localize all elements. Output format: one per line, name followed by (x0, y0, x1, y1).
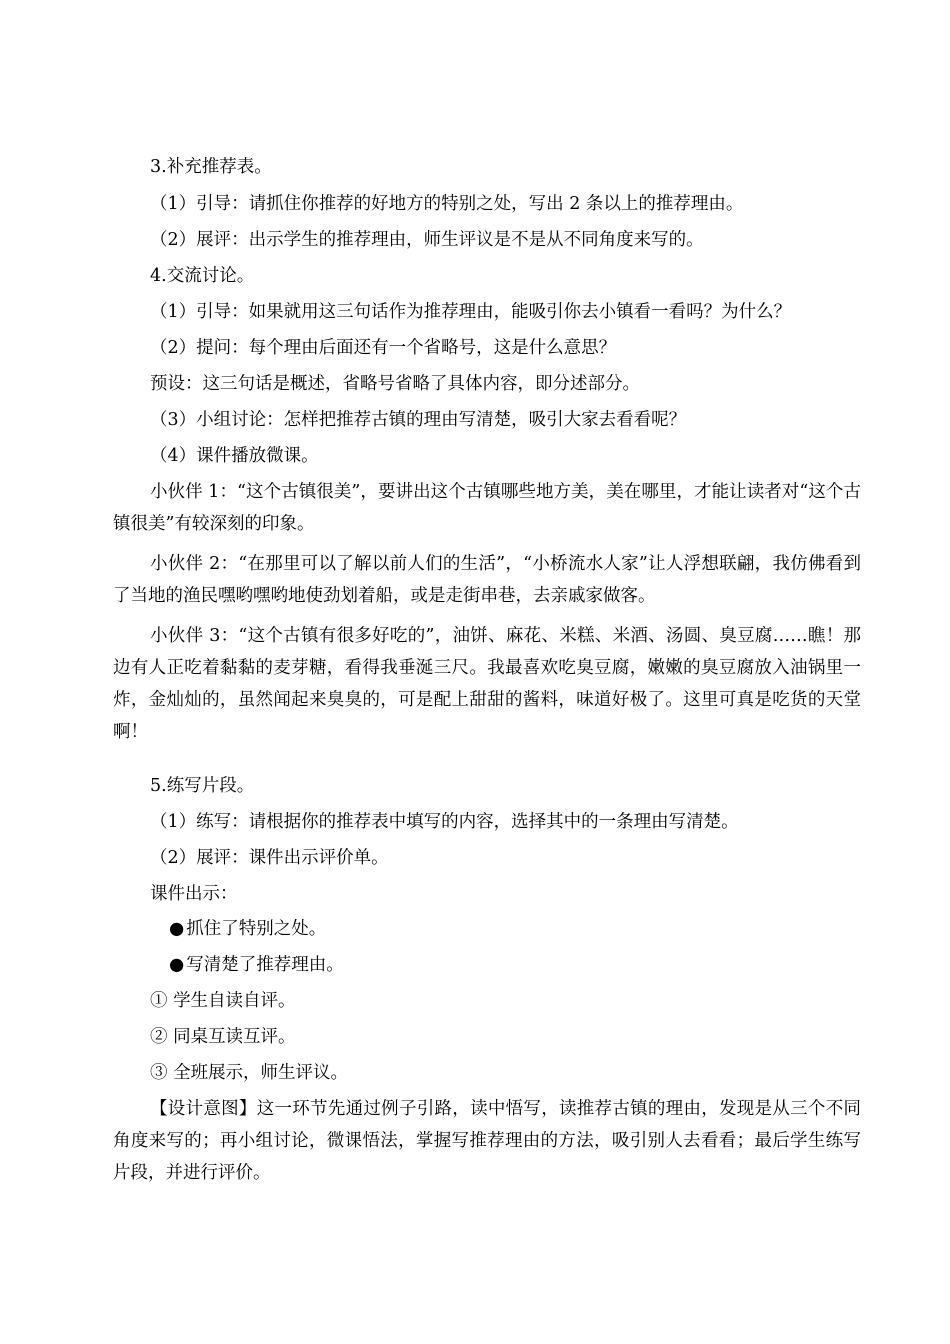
partner-3-paragraph: 小伙伴 3：“这个古镇有很多好吃的”，油饼、麻花、米糕、米酒、汤圆、臭豆腐……瞧！那边有人正吃着黏黏的麦芽糖，看得我垂涎三尺。我最喜欢吃臭豆腐，嫩嫩的臭豆腐放入油锅里一炸，金灿灿的，虽然闻起来臭臭的，可是配上甜甜的酱料，味道好极了。这里可真是吃货的天堂啊！ (113, 626, 861, 742)
bullet-text: 写清楚了推荐理由。 (186, 955, 344, 975)
bullet-item-2 (169, 954, 344, 976)
section-3-item-1: （1）引导：请抓住你推荐的好地方的特别之处，写出 2 条以上的推荐理由。 (150, 194, 744, 214)
bullet-item-1 (169, 918, 326, 940)
step-1: ① 学生自读自评。 (150, 991, 296, 1011)
bullet-icon: ● (169, 955, 185, 975)
bullet-icon: ● (169, 919, 185, 939)
section-4-heading: 4.交流讨论。 (150, 266, 255, 286)
section-5-item-2: （2）展评：课件出示评价单。 (150, 848, 389, 868)
section-4-preset: 预设：这三句话是概述，省略号省略了具体内容，即分述部分。 (150, 374, 640, 394)
section-4-item-2: （2）提问：每个理由后面还有一个省略号，这是什么意思？ (150, 338, 617, 358)
design-intent-paragraph: 【设计意图】这一环节先通过例子引路，读中悟写，读推荐古镇的理由，发现是从三个不同角度来写的；再小组讨论，微课悟法，掌握写推荐理由的方法，吸引别人去看看；最后学生练写片段，并进行评价。 (113, 1099, 861, 1183)
courseware-label: 课件出示： (150, 884, 238, 904)
partner-1-paragraph: 小伙伴 1：“这个古镇很美”，要讲出这个古镇哪些地方美，美在哪里，才能让读者对“这个古镇很美”有较深刻的印象。 (113, 482, 861, 534)
section-5-heading: 5.练写片段。 (150, 776, 255, 796)
bullet-text: 抓住了特别之处。 (186, 919, 327, 939)
step-2: ② 同桌互读互评。 (150, 1027, 296, 1047)
section-4-item-4: （4）课件播放微课。 (150, 446, 319, 466)
section-5-item-1: （1）练写：请根据你的推荐表中填写的内容，选择其中的一条理由写清楚。 (150, 812, 739, 832)
section-4-item-1: （1）引导：如果就用这三句话作为推荐理由，能吸引你去小镇看一看吗？为什么？ (150, 302, 792, 322)
section-3-item-2: （2）展评：出示学生的推荐理由，师生评议是不是从不同角度来写的。 (150, 230, 704, 250)
step-3: ③ 全班展示，师生评议。 (150, 1063, 349, 1083)
section-4-item-3: （3）小组讨论：怎样把推荐古镇的理由写清楚，吸引大家去看看呢？ (150, 410, 687, 430)
section-3-heading: 3.补充推荐表。 (150, 157, 272, 177)
partner-2-paragraph: 小伙伴 2：“在那里可以了解以前人们的生活”，“小桥流水人家”让人浮想联翩，我仿佛看到了当地的渔民嘿哟嘿哟地使劲划着船，或是走街串巷，去亲戚家做客。 (113, 554, 861, 606)
